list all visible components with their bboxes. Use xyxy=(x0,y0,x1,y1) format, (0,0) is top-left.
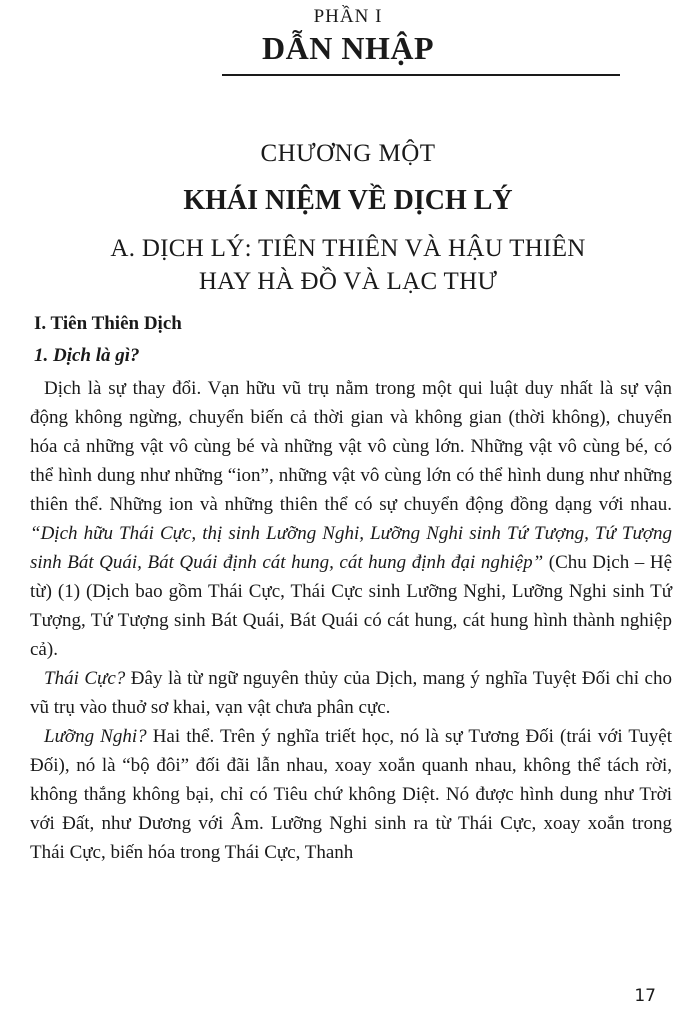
paragraph-3-term: Lưỡng Nghi? xyxy=(44,726,147,747)
paragraph-1-text-b: (Chu Dịch – Hệ từ) (1) (Dịch bao gồm Thái Cực, Thái Cực sinh Lưỡng Nghi, Lưỡng Nghi sinh Tứ Tượng, Tứ Tượng sinh Bát Quái, Bát Quái có cát hung, cát hung hình thành nghiệp cả). xyxy=(30,552,673,660)
paragraph-1 xyxy=(30,374,672,664)
subheading-tien-thien-dich: I. Tiên Thiên Dịch xyxy=(34,313,182,334)
subheading-dich-la-gi: 1. Dịch là gì? xyxy=(34,345,140,366)
paragraph-3-text: Hai thể. Trên ý nghĩa triết học, nó là sự Tương Đối (trái với Tuyệt Đối), nó là “bộ đôi” đối đãi lẫn nhau, xoay xoắn quanh nhau, không thể tách rời, không thắng không bại, chỉ có Tiêu chứ không Diệt. Nó được hình dung như Trời với Đất, như Dương với Âm. Lưỡng Nghi sinh ra từ Thái Cực, xoay xoắn trong Thái Cực, biến hóa trong Thái Cực, Thanh xyxy=(30,726,673,863)
paragraph-2 xyxy=(30,664,672,722)
chapter-title: KHÁI NIỆM VỀ DỊCH LÝ xyxy=(183,185,513,216)
paragraph-1-text-a: Dịch là sự thay đổi. Vạn hữu vũ trụ nằm trong một qui luật duy nhất là sự vận động không ngừng, chuyển biến cả thời gian và không gian (thời không), chuyển hóa cả những vật vô cùng bé và những vật vô cùng lớn. Những vật vô cùng bé, có thể hình dung như những “ion”, những vật vô cùng lớn có thể hình dung như những thiên thể. Những ion và những thiên thể có sự chuyển động đồng dạng với nhau. xyxy=(30,378,672,515)
page-number: 17 xyxy=(634,986,656,1006)
paragraph-2-term: Thái Cực? xyxy=(44,668,126,689)
chapter-label: CHƯƠNG MỘT xyxy=(260,140,436,167)
paragraph-1-quote: “Dịch hữu Thái Cực, thị sinh Lưỡng Nghi, Lưỡng Nghi sinh Tứ Tượng, Tứ Tượng sinh Bát Quái, Bát Quái định cát hung, cát hung định đại nghiệp” xyxy=(30,523,672,573)
title-rule xyxy=(222,74,620,76)
section-title-line-2: HAY HÀ ĐỒ VÀ LẠC THƯ xyxy=(198,268,498,295)
part-title: DẪN NHẬP xyxy=(262,30,434,66)
section-title-line-1: A. DỊCH LÝ: TIÊN THIÊN VÀ HẬU THIÊN xyxy=(110,235,586,262)
part-label: PHẦN I xyxy=(313,6,383,27)
paragraph-2-text: Đây là từ ngữ nguyên thủy của Dịch, mang ý nghĩa Tuyệt Đối chỉ cho vũ trụ vào thuở sơ khai, vạn vật chưa phân cực. xyxy=(30,668,672,718)
section-title xyxy=(0,232,696,298)
paragraph-3 xyxy=(30,722,672,867)
body-text xyxy=(30,374,672,867)
